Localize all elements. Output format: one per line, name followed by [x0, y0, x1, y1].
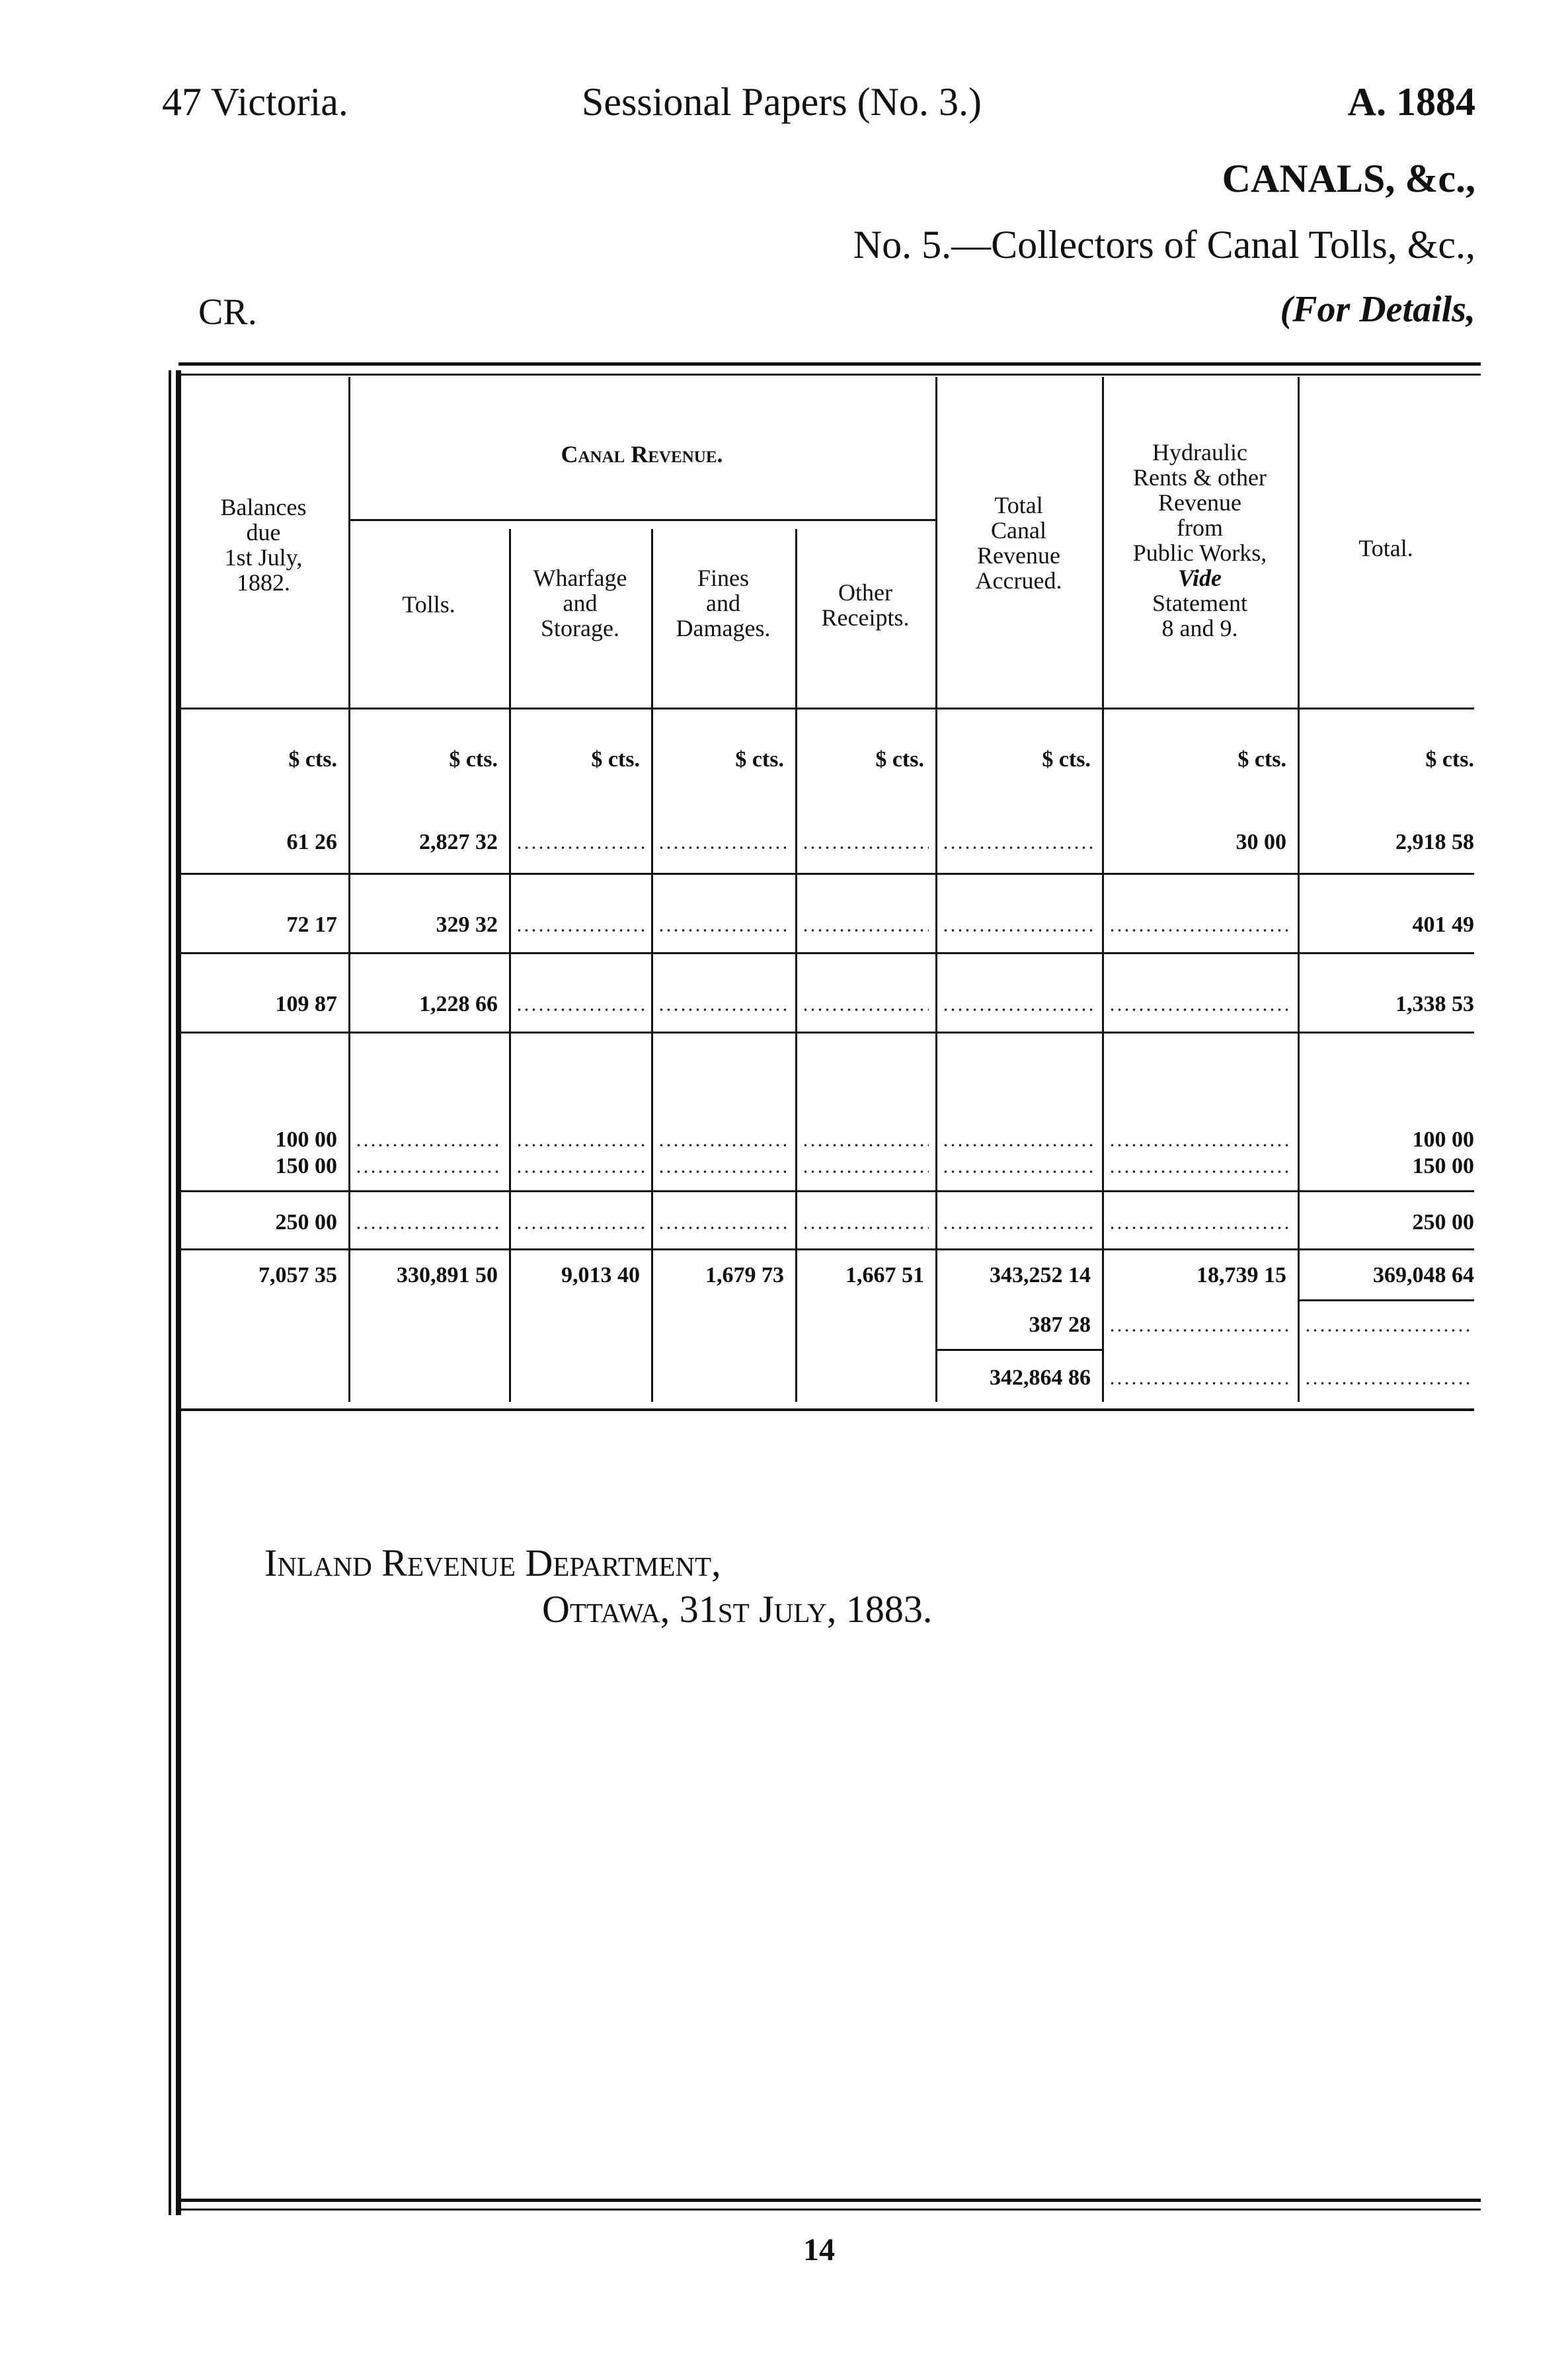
- col-divider: [509, 529, 511, 1402]
- header-balances: Balances due 1st July, 1882.: [220, 494, 307, 596]
- leader-dots: [516, 929, 645, 932]
- side-label: CR.: [198, 292, 257, 333]
- leader-dots: [516, 1144, 645, 1147]
- leader-dots: [942, 846, 1095, 849]
- net-rule: [935, 1349, 1102, 1351]
- row-rule: [178, 1032, 1474, 1034]
- row-rule: [178, 952, 1474, 954]
- leader-dots: [1109, 1227, 1291, 1229]
- row-rule: [178, 1190, 1474, 1192]
- leader-dots: [658, 1227, 789, 1229]
- left-margin-rule: [169, 370, 171, 2215]
- leader-dots: [658, 846, 789, 849]
- leader-dots: [658, 1008, 789, 1011]
- leader-dots: [942, 1227, 1095, 1229]
- leader-dots: [355, 1170, 502, 1173]
- table-bottom-rule: [178, 1408, 1474, 1411]
- header-canal-revenue: Canal Revenue.: [561, 441, 723, 467]
- header-hydraulic: Hydraulic Rents & other Revenue from Public Works, Vide Statement 8 and 9.: [1132, 439, 1267, 641]
- leader-dots: [1304, 1329, 1470, 1332]
- leader-dots: [802, 1144, 929, 1147]
- table-cell: 250 00: [275, 1210, 337, 1235]
- row-rule: [178, 1248, 1474, 1250]
- department-line: Inland Revenue Department,: [264, 1541, 721, 1584]
- section-subtitle: No. 5.—Collectors of Canal Tolls, &c.,: [853, 223, 1475, 266]
- leader-dots: [1109, 929, 1291, 932]
- header-left: 47 Victoria.: [162, 80, 348, 124]
- header-fines: Fines and Damages.: [676, 565, 771, 641]
- header-total: Total.: [1358, 535, 1413, 561]
- canal-revenue-rule: [348, 519, 935, 521]
- bottom-rule-inner: [178, 2209, 1481, 2211]
- leader-dots: [516, 1170, 645, 1173]
- header-total-canal: Total Canal Revenue Accrued.: [975, 492, 1062, 594]
- leader-dots: [942, 1144, 1095, 1147]
- table-cell: 72 17: [286, 913, 337, 937]
- header-tolls: Tolls.: [402, 591, 455, 618]
- table-cell: 1,228 66: [419, 992, 498, 1016]
- top-rule-inner: [178, 374, 1481, 376]
- table-cell: 150 00: [275, 1154, 337, 1178]
- unit-label: $ cts.: [1425, 747, 1474, 772]
- col-divider: [795, 529, 797, 1402]
- leader-dots: [802, 1227, 929, 1229]
- leader-dots: [942, 929, 1095, 932]
- table-cell: 250 00: [1412, 1210, 1474, 1235]
- unit-label: $ cts.: [875, 747, 924, 772]
- unit-label: $ cts.: [449, 747, 498, 772]
- leader-dots: [516, 1227, 645, 1229]
- table-cell: 109 87: [275, 992, 337, 1016]
- table-cell: 61 26: [286, 830, 337, 854]
- header-rule: [178, 708, 1474, 710]
- header-other: Other Receipts.: [821, 579, 910, 631]
- table-cell: 329 32: [436, 913, 498, 937]
- total-cell: 1,667 51: [845, 1263, 924, 1287]
- leader-dots: [658, 1144, 789, 1147]
- table-cell: 100 00: [275, 1127, 337, 1152]
- header-center: Sessional Papers (No. 3.): [582, 80, 982, 124]
- leader-dots: [942, 1170, 1095, 1173]
- table-cell: 2,918 58: [1395, 830, 1474, 854]
- page-number: 14: [803, 2232, 835, 2267]
- leader-dots: [1109, 1144, 1291, 1147]
- total-cell: 343,252 14: [990, 1263, 1091, 1287]
- net-cell: 342,864 86: [990, 1365, 1091, 1390]
- details-note: (For Details,: [1280, 289, 1475, 330]
- leader-dots: [1109, 1329, 1291, 1332]
- leader-dots: [1304, 1382, 1470, 1385]
- section-title: CANALS, &c.,: [1222, 157, 1475, 200]
- leader-dots: [942, 1008, 1095, 1011]
- table-cell: 150 00: [1412, 1154, 1474, 1178]
- col-divider: [651, 529, 653, 1402]
- leader-dots: [802, 929, 929, 932]
- unit-label: $ cts.: [1042, 747, 1091, 772]
- unit-label: $ cts.: [288, 747, 337, 772]
- deduction-cell: 387 28: [1029, 1313, 1091, 1337]
- leader-dots: [355, 1144, 502, 1147]
- total-cell: 1,679 73: [705, 1263, 784, 1287]
- place-date-line: [542, 1587, 932, 1631]
- leader-dots: [1109, 1008, 1291, 1011]
- header-right: A. 1884: [1347, 80, 1475, 124]
- leader-dots: [658, 929, 789, 932]
- leader-dots: [516, 846, 645, 849]
- total-cell: 330,891 50: [397, 1263, 498, 1287]
- leader-dots: [516, 1008, 645, 1011]
- unit-label: $ cts.: [591, 747, 640, 772]
- unit-label: $ cts.: [1237, 747, 1286, 772]
- unit-label: $ cts.: [735, 747, 784, 772]
- total-rule: [1298, 1299, 1474, 1301]
- table-cell: 100 00: [1412, 1127, 1474, 1152]
- total-cell: 9,013 40: [561, 1263, 640, 1287]
- row-rule: [178, 873, 1474, 875]
- left-margin-rule-thick: [176, 370, 181, 2215]
- header-wharfage: Wharfage and Storage.: [533, 565, 627, 641]
- total-cell: 7,057 35: [258, 1263, 337, 1287]
- table-cell: 2,827 32: [419, 830, 498, 854]
- total-cell: 369,048 64: [1373, 1263, 1474, 1287]
- leader-dots: [802, 846, 929, 849]
- place-date-text: Ottawa, 31st July, 1883.: [542, 1588, 933, 1631]
- top-rule: [178, 362, 1481, 366]
- bottom-rule: [178, 2199, 1481, 2202]
- leader-dots: [658, 1170, 789, 1173]
- leader-dots: [1109, 1382, 1291, 1385]
- leader-dots: [1109, 1170, 1291, 1173]
- table-cell: 401 49: [1412, 913, 1474, 937]
- table-cell: 1,338 53: [1395, 992, 1474, 1016]
- total-cell: 18,739 15: [1196, 1263, 1286, 1287]
- leader-dots: [802, 1170, 929, 1173]
- table-cell: 30 00: [1235, 830, 1286, 854]
- leader-dots: [355, 1227, 502, 1229]
- leader-dots: [802, 1008, 929, 1011]
